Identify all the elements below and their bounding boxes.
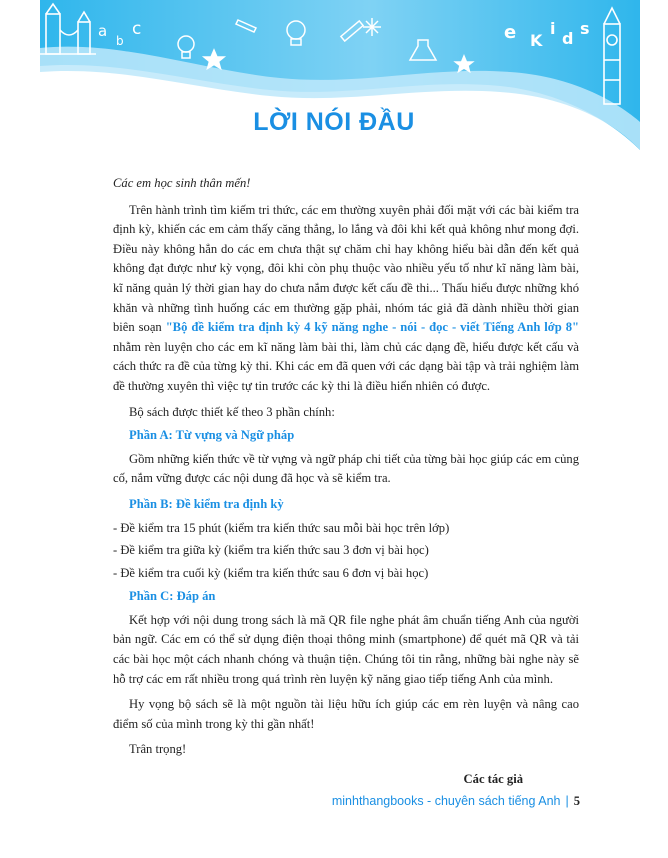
closing-paragraph: Hy vọng bộ sách sẽ là một nguồn tài liệu hữu ích giúp các em rèn luyện và nâng cao điểm số của mình trong kỳ thi gần nhất! xyxy=(113,697,579,731)
part-c-heading: Phần C: Đáp án xyxy=(129,589,216,604)
part-b-item: - Đề kiểm tra cuối kỳ (kiểm tra kiến thức sau 6 đơn vị bài học) xyxy=(113,565,429,580)
intro-text-before: Trên hành trình tìm kiếm tri thức, các em thường xuyên phải đối mặt với các bài kiểm tra định kỳ, khiến các em cảm thấy căng thẳng, lo lắng và đôi khi kết quả không như mong đợi. Điều này không hẳn do các em chưa thật sự chăm chỉ hay không hiểu bài dẫn đến kết quả không đạt được như kỳ vọng, đôi khi còn phụ thuộc vào nhiều yếu tố như kĩ năng làm bài, kĩ năng quản lý thời gian hay do chưa nắm được kết cấu đề thi... Thấu hiểu được những khó khăn và những tình huống các em thường gặp phải, nhóm tác giả đã dành nhiều thời gian biên soạn xyxy=(113,202,579,335)
brand-letter-e: e xyxy=(504,22,517,43)
footer-separator: | xyxy=(565,794,569,808)
brand-letter-i: i xyxy=(550,19,556,38)
intro-text-after: nhằm rèn luyện cho các em kĩ năng làm bài thi, làm chủ các dạng đề, hiểu được kết cấu và cách thức ra đề của từng kỳ thi. Khi các em đã quen với các dạng bài tập và trải nghiệm làm đề thường xuyên thì việc tự tin trước các kỳ thi là điều hiển nhiên có được. xyxy=(113,339,579,393)
part-b-item: - Đề kiểm tra 15 phút (kiểm tra kiến thức sau mỗi bài học trên lớp) xyxy=(113,520,450,535)
letter-c: c xyxy=(132,19,142,39)
part-b-heading: Phần B: Đề kiểm tra định kỳ xyxy=(129,496,284,511)
brand-letter-d: d xyxy=(562,29,574,48)
brand-letter-s: s xyxy=(580,19,590,38)
part-a-heading: Phần A: Từ vựng và Ngữ pháp xyxy=(129,428,295,443)
part-c-text: Kết hợp với nội dung trong sách là mã QR file nghe phát âm chuẩn tiếng Anh của người bản ngữ. Các em có thể sử dụng điện thoại thông minh (smartphone) để quét mã QR và tải các bài học một cách nhanh chóng và thuận tiện. Chúng tôi tin rằng, những bài nghe này sẽ hỗ trợ các em rất nhiều trong quá trình rèn luyện kỹ năng giao tiếp tiếng Anh của mình. xyxy=(113,612,579,686)
page-number: 5 xyxy=(573,794,580,808)
book-title: "Bộ đề kiểm tra định kỳ 4 kỹ năng nghe - nói - đọc - viết Tiếng Anh lớp 8" xyxy=(165,320,580,335)
page-footer xyxy=(0,794,580,809)
page-title: LỜI NÓI ĐẦU xyxy=(253,108,415,136)
letter-a: a xyxy=(98,22,108,40)
regards: Trân trọng! xyxy=(129,742,187,757)
structure-intro: Bộ sách được thiết kế theo 3 phần chính: xyxy=(129,404,335,419)
footer-brand: minhthangbooks - chuyên sách tiếng Anh xyxy=(331,794,561,808)
signature: Các tác giả xyxy=(463,772,523,787)
part-b-item: - Đề kiểm tra giữa kỳ (kiểm tra kiến thức sau 3 đơn vị bài học) xyxy=(113,543,429,558)
letter-b: b xyxy=(116,34,124,48)
brand-letter-k: K xyxy=(530,31,543,50)
greeting: Các em học sinh thân mến! xyxy=(113,176,251,190)
preface-body xyxy=(113,174,579,790)
part-a-text: Gồm những kiến thức về từ vựng và ngữ pháp chi tiết của từng bài học giúp các em củng cố, nắm vững được các nội dung đã học và sẽ kiểm tra. xyxy=(113,451,579,486)
intro-paragraph xyxy=(113,201,579,397)
